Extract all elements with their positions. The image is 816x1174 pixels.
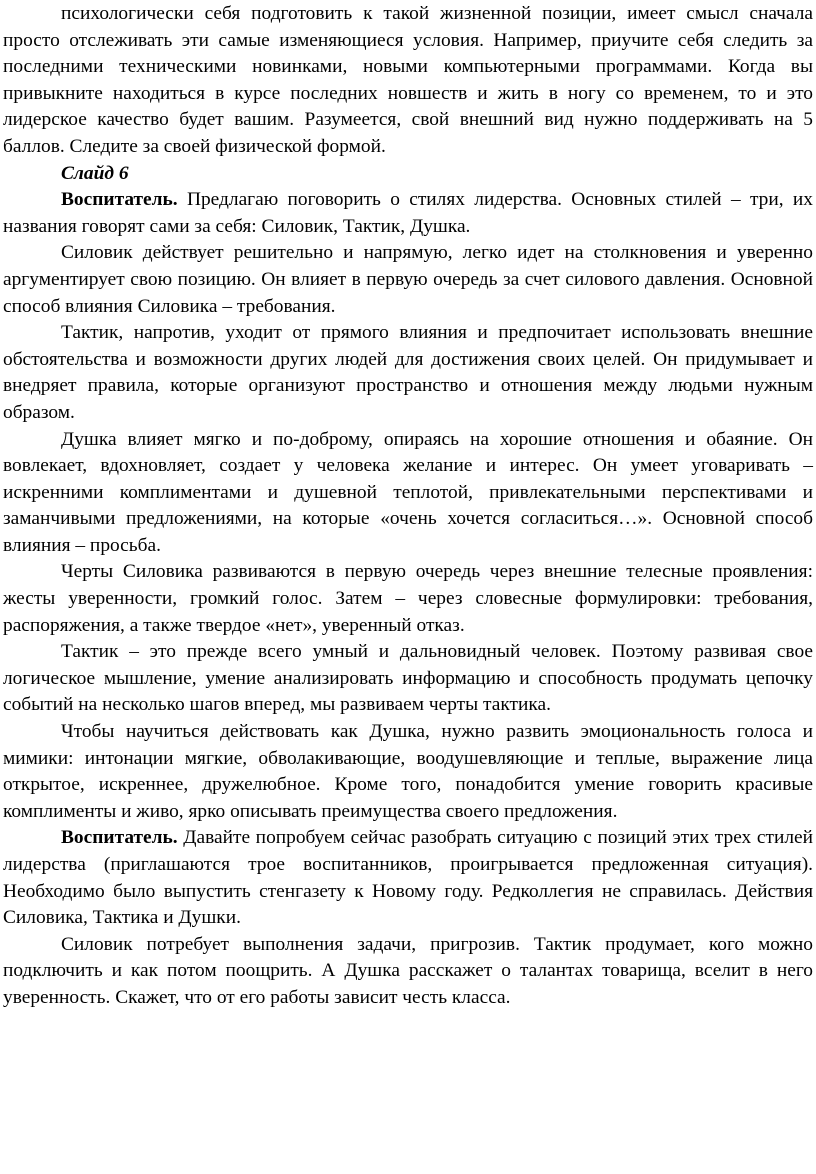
paragraph-text: психологически себя подготовить к такой жизненной позиции, имеет смысл сначала просто отслеживать эти самые изменяющиеся условия. Например, приучите себя следить за последними техническими новинками, новыми компьютерными программами. Когда вы привыкните находиться в курсе последних новшеств и жить в ногу со временем, то и это лидерское качество будет вашим. Разумеется, свой внешний вид нужно поддерживать на 5 баллов. Следите за своей физической формой.	[3, 3, 813, 157]
paragraph-taktik-traits	[3, 639, 813, 719]
speaker-label: Воспитатель.	[61, 827, 178, 849]
paragraph-taktik	[3, 320, 813, 426]
paragraph-silovik-traits	[3, 559, 813, 639]
paragraph-text: Чтобы научиться действовать как Душка, нужно развить эмоциональность голоса и мимики: интонации мягкие, обволакивающие, воодушевляющие и теплые, выражение лица открытое, искреннее, дружелюбное. Кроме того, понадобится умение говорить красивые комплименты и живо, ярко описывать преимущества своего предложения.	[3, 721, 813, 822]
paragraph-dushka-traits	[3, 719, 813, 825]
paragraph-text: Силовик действует решительно и напрямую, легко идет на столкновения и уверенно аргументирует свою позицию. Он влияет в первую очередь за счет силового давления. Основной способ влияния Силовика – требования.	[3, 242, 813, 317]
paragraph-text: Предлагаю поговорить о стилях лидерства. Основных стилей – три, их названия говорят сами за себя: Силовик, Тактик, Душка.	[3, 189, 813, 237]
slide-heading	[3, 161, 813, 188]
paragraph-text: Душка влияет мягко и по-доброму, опираясь на хорошие отношения и обаяние. Он вовлекает, вдохновляет, создает у человека желание и интерес. Он умеет уговаривать – искренними комплиментами и душевной теплотой, привлекательными перспективами и заманчивыми предложениями, на которые «очень хочется согласиться…». Основной способ влияния – просьба.	[3, 428, 813, 556]
paragraph-text: Тактик, напротив, уходит от прямого влияния и предпочитает использовать внешние обстоятельства и возможности других людей для достижения своих целей. Он придумывает и внедряет правила, которые организуют пространство и отношения между людьми нужным образом.	[3, 322, 813, 423]
paragraph-dushka	[3, 427, 813, 560]
speaker-label: Воспитатель.	[61, 189, 178, 211]
paragraph-intro	[3, 1, 813, 161]
paragraph-text: Силовик потребует выполнения задачи, пригрозив. Тактик продумает, кого можно подключить и как потом поощрить. А Душка расскажет о талантах товарища, вселит в него уверенность. Скажет, что от его работы зависит честь класса.	[3, 933, 813, 1008]
slide-heading-text: Слайд 6	[61, 162, 129, 184]
paragraph-teacher-2	[3, 825, 813, 931]
paragraph-text: Тактик – это прежде всего умный и дальновидный человек. Поэтому развивая свое логическое мышление, умение анализировать информацию и способность продумать цепочку событий на несколько шагов вперед, мы развиваем черты тактика.	[3, 641, 813, 716]
paragraph-text: Давайте попробуем сейчас разобрать ситуацию с позиций этих трех стилей лидерства (приглашаются трое воспитанников, проигрывается предложенная ситуация). Необходимо было выпустить стенгазету к Новому году. Редколлегия не справилась. Действия Силовика, Тактика и Душки.	[3, 827, 813, 929]
paragraph-silovik	[3, 240, 813, 320]
paragraph-teacher-1	[3, 187, 813, 240]
paragraph-conclusion	[3, 932, 813, 1012]
paragraph-text: Черты Силовика развиваются в первую очередь через внешние телесные проявления: жесты уверенности, громкий голос. Затем – через словесные формулировки: требования, распоряжения, а также твердое «нет», уверенный отказ.	[3, 561, 813, 636]
